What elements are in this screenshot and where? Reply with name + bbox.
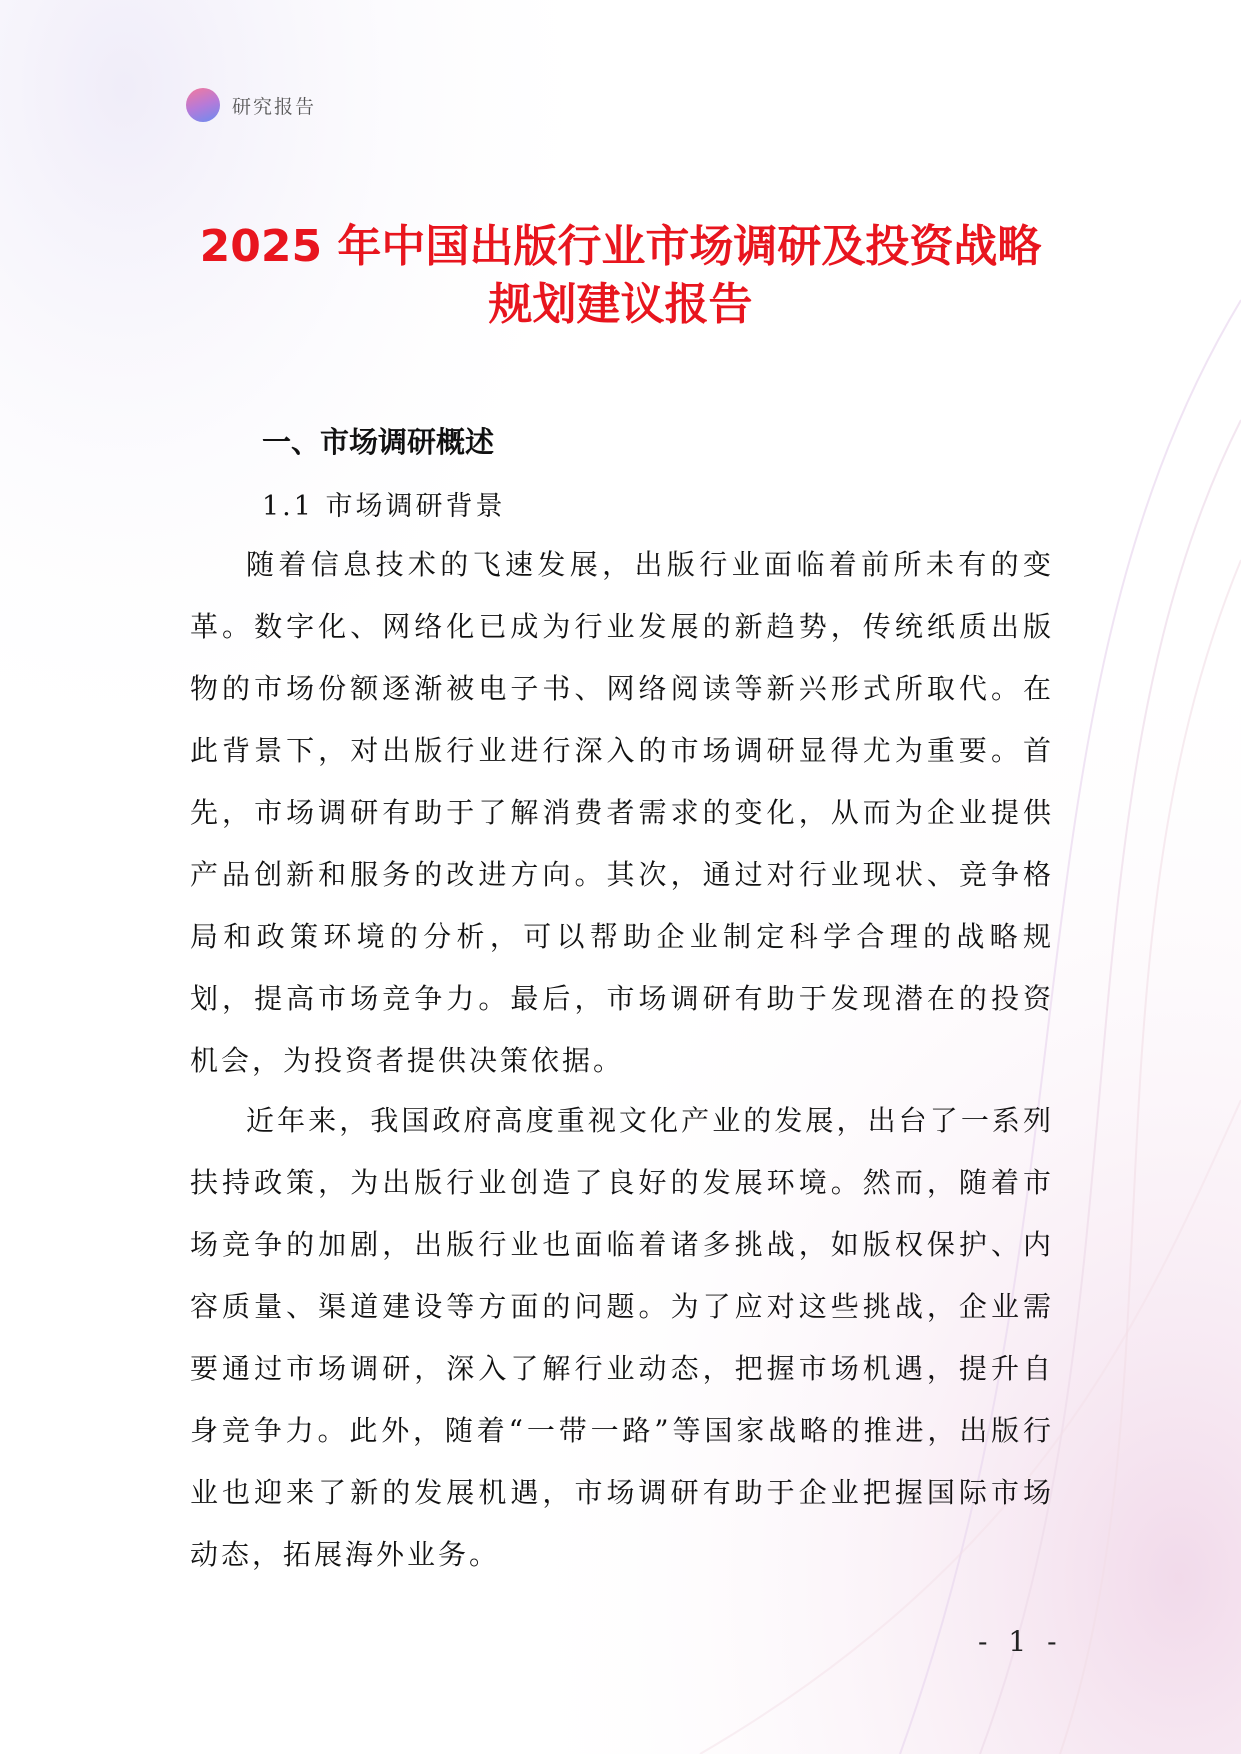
page-number: - 1 - [978, 1625, 1063, 1658]
report-header [186, 88, 316, 122]
title-line-1: 2025 年中国出版行业市场调研及投资战略 [199, 221, 1042, 272]
header-label: 研究报告 [232, 95, 317, 118]
logo-icon [186, 88, 220, 122]
paragraph-1: 随着信息技术的飞速发展，出版行业面临着前所未有的变革。数字化、网络化已成为行业发展的新趋势，传统纸质出版物的市场份额逐渐被电子书、网络阅读等新兴形式所取代。在此背景下，对出版行业进行深入的市场调研显得尤为重要。首先，市场调研有助于了解消费者需求的变化，从而为企业提供产品创新和服务的改进方向。其次，通过对行业现状、竞争格局和政策环境的分析，可以帮助企业制定科学合理的战略规划，提高市场竞争力。最后，市场调研有助于发现潜在的投资机会，为投资者提供决策依据。 [190, 548, 1054, 1077]
document-title [0, 218, 1241, 334]
paragraph-2: 近年来，我国政府高度重视文化产业的发展，出台了一系列扶持政策，为出版行业创造了良好的发展环境。然而，随着市场竞争的加剧，出版行业也面临着诸多挑战，如版权保护、内容质量、渠道建设等方面的问题。为了应对这些挑战，企业需要通过市场调研，深入了解行业动态，把握市场机遇，提升自身竞争力。此外，随着“一带一路”等国家战略的推进，出版行业也迎来了新的发展机遇，市场调研有助于企业把握国际市场动态，拓展海外业务。 [190, 1104, 1054, 1571]
subsection-heading: 1.1 市场调研背景 [262, 491, 506, 522]
section-heading: 一、市场调研概述 [262, 425, 495, 459]
title-line-2: 规划建议报告 [488, 279, 753, 330]
